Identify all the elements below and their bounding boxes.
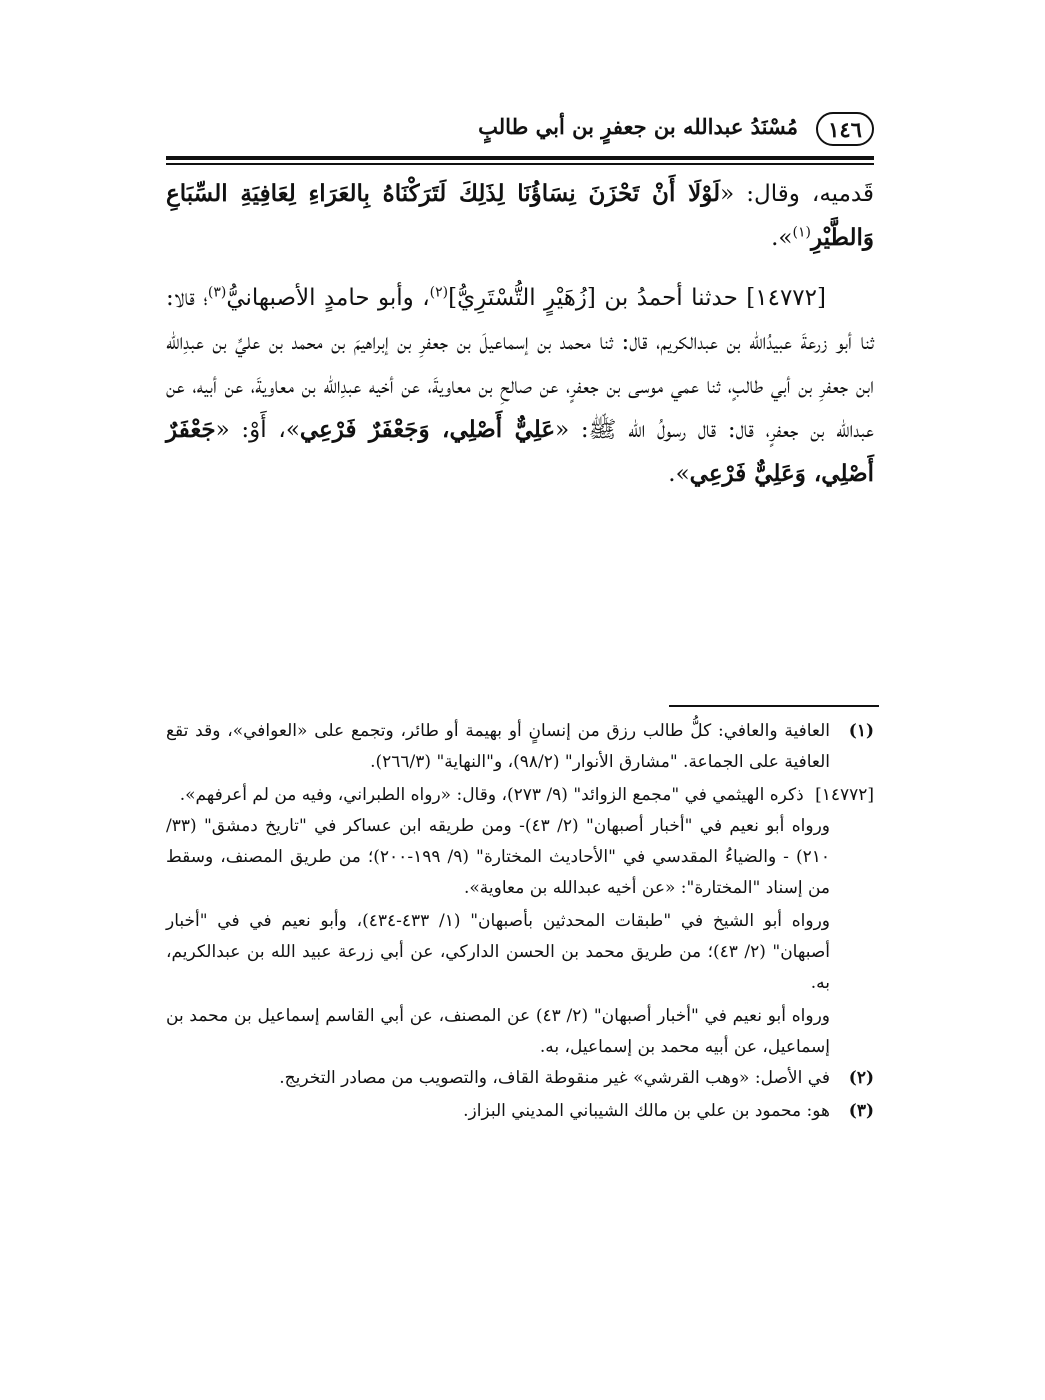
hadith-mid: »، أَوْ: «	[215, 417, 300, 443]
hadith-paragraph	[166, 276, 874, 496]
hadith-quote-2: جَعْفَرٌ أَصْلِي، وَعَلِيٌّ فَرْعِي	[166, 416, 874, 487]
takhrij-paragraph: ورواه أبو نعيم في "أخبار أصبهان" (٢/ ٤٣)- ومن طريقه ابن عساكر في "تاريخ دمشق" (٣٣/ ٢١٠) - والضياءُ المقدسي في "الأحاديث المختارة" (٩/ ١٩٩-٢٠٠)؛ من طريق المصنف، وسقط من إسناد "المختارة": «عن أخيه عبدالله بن معاوية».	[166, 816, 830, 898]
header-rule-thin	[166, 163, 874, 165]
footnotes	[166, 716, 874, 1129]
footnote-ref-2[interactable]: (٢)	[429, 284, 449, 301]
footnote-separator	[669, 705, 879, 707]
para1-lead: قَدميه، وقال: «	[720, 181, 874, 207]
takhrij-paragraph: ورواه أبو الشيخ في "طبقات المحدثين بأصبهان" (١/ ٤٣٣-٤٣٤)، وأبو نعيم في في "أخبار أصبهان" (٢/ ٤٣)؛ من طريق محمد بن الحسن الداركي، عن أبي زرعة عبيد الله بن عبدالكريم، به.	[166, 911, 830, 993]
page-header	[166, 112, 874, 152]
footnote-2	[166, 1063, 874, 1094]
hadith-text-1: حدثنا أحمدُ بن [زُهَيْرٍ التُّسْتَرِيُّ]	[448, 285, 747, 311]
footnote-text: في الأصل: «وهب القرشي» غير منقوطة القاف، والتصويب من مصادر التخريج.	[279, 1068, 830, 1088]
running-title: مُسْنَدُ عبدالله بن جعفرٍ بن أبي طالبٍ	[478, 114, 798, 139]
takhrij-first	[166, 780, 874, 811]
footnote-label: (٢)	[848, 1068, 874, 1088]
footnote-text: هو: محمود بن علي بن مالك الشيباني المديني البزاز.	[463, 1101, 830, 1121]
footnote-ref-3[interactable]: (٣)	[207, 284, 227, 301]
footnote-label: [١٤٧٧٢]	[815, 785, 874, 805]
takhrij-paragraph: ورواه أبو نعيم في "أخبار أصبهان" (٢/ ٤٣) عن المصنف، عن أبي القاسم إسماعيل بن محمد بن إسماعيل، عن أبيه محمد بن إسماعيل، به.	[166, 1006, 830, 1057]
header-rule-thick	[166, 156, 874, 160]
footnote-text: ذكره الهيثمي في "مجمع الزوائد" (٩/ ٢٧٣)، وقال: «رواه الطبراني، وفيه من لم أعرفهم».	[179, 785, 804, 805]
hadith-quote-1: عَلِيٌّ أَصْلِي، وَجَعْفَرٌ فَرْعِي	[299, 416, 556, 443]
footnote-ref-1[interactable]: (١)	[792, 224, 811, 241]
main-text	[166, 172, 874, 496]
hadith-number: [١٤٧٧٢]	[746, 285, 826, 311]
hadith-tail: ».	[668, 461, 690, 487]
footnote-1	[166, 716, 874, 778]
footnote-3	[166, 1096, 874, 1127]
footnote-label: (٣)	[848, 1101, 874, 1121]
paragraph-continuation	[166, 172, 874, 260]
footnote-label: (١)	[848, 721, 874, 741]
footnote-text: العافية والعافي: كلُّ طالب رزق من إنسانٍ أو بهيمة أو طائر، وتجمع على «العوافي»، وقد تقع العافية على الجماعة. "مشارق الأنوار" (٩٨/٢)، و"النهاية" (٢٦٦/٣).	[166, 721, 830, 772]
para1-tail: ».	[771, 225, 793, 251]
footnote-hadith-takhrij	[166, 780, 874, 1063]
hadith-text-2: ، وأبو حامدٍ الأصبهانيُّ	[226, 285, 430, 311]
page-number: ١٤٦	[816, 112, 874, 146]
hadith-text-3: ؛ قالا: ثنا أبو زرعةَ عبيدُالله بن عبدالكريم، قال: ثنا محمد بن إسماعيلَ بن جعفرِ بن إبراهيمَ بن محمد بن عليِّ بن عبدِالله ابن جعفرِ بن أبي طالبٍ، ثنا عمي موسى بن جعفرٍ، عن صالحِ بن معاويةَ، عن أخيه عبدِالله بن معاويةَ، عن أبيه، عن عبدالله بن جعفرٍ، قال: قال رسولُ الله ﷺ: «	[166, 285, 874, 443]
prophetic-quote: لَوْلَا أَنْ تَحْزَنَ نِسَاؤُنَا لِذَلِكَ لَتَرَكْنَاهُ بِالعَرَاءِ لِعَافِيَةِ السِّبَاعِ وَالطَّيْرِ	[166, 180, 874, 251]
